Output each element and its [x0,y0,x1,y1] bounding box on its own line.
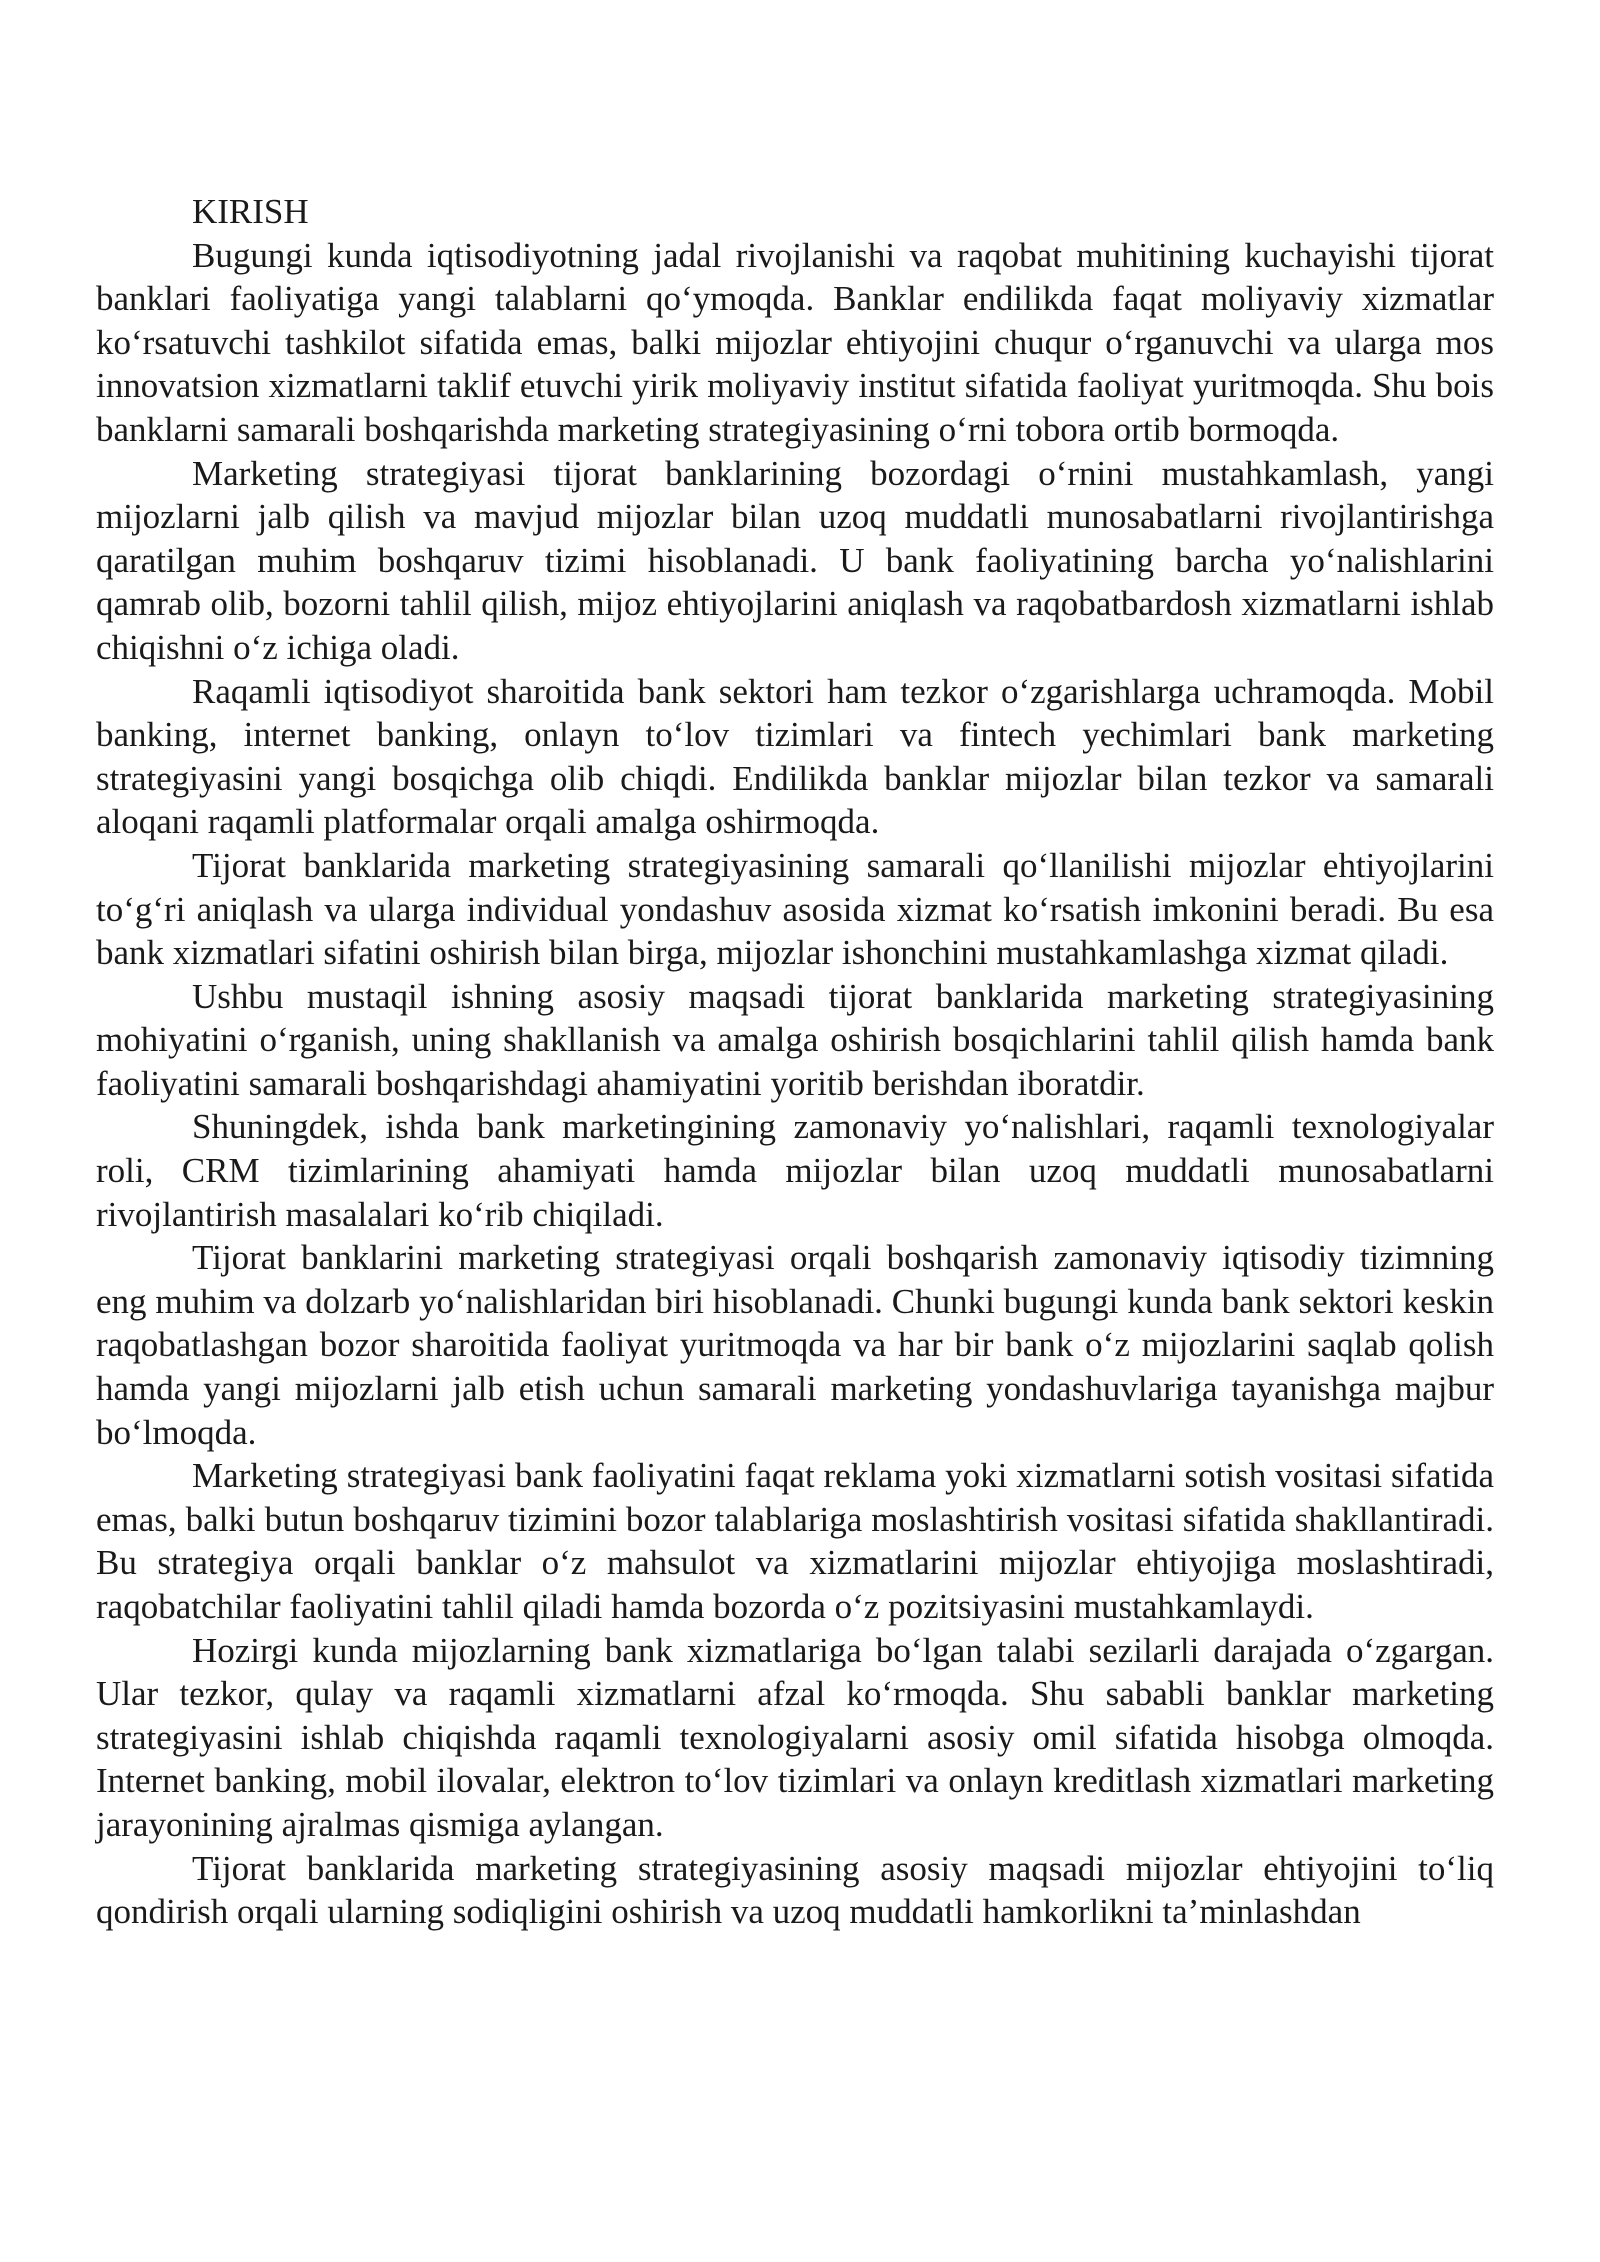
paragraph-4: Tijorat banklarida marketing strategiyasining samarali qo‘llanilishi mijozlar ehtiyojlarini to‘g‘ri aniqlash va ularga individual yondashuv asosida xizmat ko‘rsatish imkonini beradi. Bu esa bank xizmatlari sifatini oshirish bilan birga, mijozlar ishonchini mustahkamlashga xizmat qiladi. [96,845,1494,973]
paragraph-5: Ushbu mustaqil ishning asosiy maqsadi tijorat banklarida marketing strategiyasining mohiyatini o‘rganish, uning shakllanish va amalga oshirish bosqichlarini tahlil qilish hamda bank faoliyatini samarali boshqarishdagi ahamiyatini yoritib berishdan iboratdir. [96,976,1494,1103]
paragraph-8: Marketing strategiyasi bank faoliyatini faqat reklama yoki xizmatlarni sotish vositasi sifatida emas, balki butun boshqaruv tizimini bozor talablariga moslashtirish vositasi sifatida shakllantiradi. Bu strategiya orqali banklar o‘z mahsulot va xizmatlarini mijozlar ehtiyojiga moslashtiradi, raqobatchilar faoliyatini tahlil qiladi hamda bozorda o‘z pozitsiyasini mustahkamlaydi. [96,1456,1494,1626]
paragraph-1: Bugungi kunda iqtisodiyotning jadal rivojlanishi va raqobat muhitining kuchayishi tijorat banklari faoliyatiga yangi talablarni qo‘ymoqda. Banklar endilikda faqat moliyaviy xizmatlar ko‘rsatuvchi tashkilot sifatida emas, balki mijozlar ehtiyojini chuqur o‘rganuvchi va ularga mos innovatsion xizmatlarni taklif etuvchi yirik moliyaviy institut sifatida faoliyat yuritmoqda. Shu bois banklarni samarali boshqarishda marketing strategiyasining o‘rni tobora ortib bormoqda. [96,235,1494,449]
paragraph-10: Tijorat banklarida marketing strategiyasining asosiy maqsadi mijozlar ehtiyojini to‘liq qondirish orqali ularning sodiqligini oshirish va uzoq muddatli hamkorlikni ta’minlashdan [96,1848,1494,1932]
document-body [96,190,1494,1934]
paragraph-2: Marketing strategiyasi tijorat banklarining bozordagi o‘rnini mustahkamlash, yangi mijozlarni jalb qilish va mavjud mijozlar bilan uzoq muddatli munosabatlarni rivojlantirishga qaratilgan muhim boshqaruv tizimi hisoblanadi. U bank faoliyatining barcha yo‘nalishlarini qamrab olib, bozorni tahlil qilish, mijoz ehtiyojlarini aniqlash va raqobatbardosh xizmatlarni ishlab chiqishni o‘z ichiga oladi. [96,453,1494,667]
paragraph-9: Hozirgi kunda mijozlarning bank xizmatlariga bo‘lgan talabi sezilarli darajada o‘zgargan. Ular tezkor, qulay va raqamli xizmatlarni afzal ko‘rmoqda. Shu sababli banklar marketing strategiyasini ishlab chiqishda raqamli texnologiyalarni asosiy omil sifatida hisobga olmoqda. Internet banking, mobil ilovalar, elektron to‘lov tizimlari va onlayn kreditlash xizmatlari marketing jarayonining ajralmas qismiga aylangan. [96,1630,1494,1844]
section-heading: KIRISH [192,192,309,231]
paragraph-6: Shuningdek, ishda bank marketingining zamonaviy yo‘nalishlari, raqamli texnologiyalar roli, CRM tizimlarining ahamiyati hamda mijozlar bilan uzoq muddatli munosabatlarni rivojlantirish masalalari ko‘rib chiqiladi. [96,1107,1494,1234]
paragraph-7: Tijorat banklarini marketing strategiyasi orqali boshqarish zamonaviy iqtisodiy tizimning eng muhim va dolzarb yo‘nalishlaridan biri hisoblanadi. Chunki bugungi kunda bank sektori keskin raqobatlashgan bozor sharoitida faoliyat yuritmoqda va har bir bank o‘z mijozlarini saqlab qolish hamda yangi mijozlarni jalb etish uchun samarali marketing yondashuvlariga tayanishga majbur bo‘lmoqda. [96,1238,1494,1452]
paragraph-3: Raqamli iqtisodiyot sharoitida bank sektori ham tezkor o‘zgarishlarga uchramoqda. Mobil banking, internet banking, onlayn to‘lov tizimlari va fintech yechimlari bank marketing strategiyasini yangi bosqichga olib chiqdi. Endilikda banklar mijozlar bilan tezkor va samarali aloqani raqamli platformalar orqali amalga oshirmoqda. [96,671,1494,842]
